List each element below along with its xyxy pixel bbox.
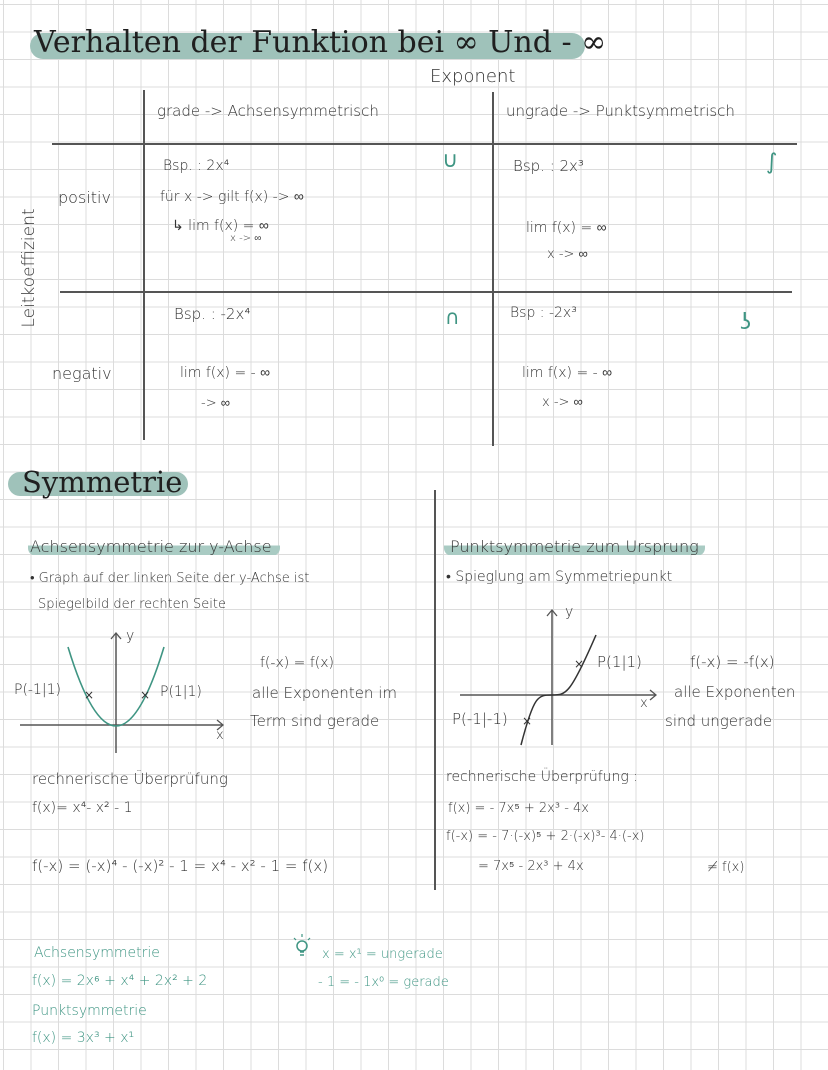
point-check-title: rechnerische Überprüfung :	[446, 769, 638, 785]
point-check-calc1: f(-x) = - 7·(-x)⁵ + 2·(-x)³- 4·(-x)	[446, 829, 645, 844]
note-point-label: Punktsymmetrie	[32, 1003, 147, 1019]
axis-point-right: P(1|1)	[160, 684, 202, 700]
tip-line2: - 1 = - 1x⁰ = gerade	[318, 975, 449, 990]
pos-even-limit: ↳ lim f(x) = ∞	[172, 218, 269, 234]
point-note-line2: sind ungerade	[665, 712, 773, 730]
neg-odd-example: Bsp : -2x³	[510, 305, 577, 321]
pos-odd-limit: lim f(x) = ∞	[526, 220, 607, 236]
axis-note-line1: alle Exponenten im	[252, 684, 397, 702]
point-check-neq: ≠ f(x)	[707, 860, 745, 875]
pos-odd-shape-icon: ∫	[766, 150, 778, 175]
lightbulb-icon	[290, 933, 316, 961]
point-desc: • Spieglung am Symmetriepunkt	[446, 569, 673, 585]
symmetry-title: Symmetrie	[22, 465, 183, 499]
point-rule: f(-x) = -f(x)	[690, 653, 775, 671]
axis-note-line2: Term sind gerade	[250, 712, 380, 730]
axis-desc-line1: • Graph auf der linken Seite der y-Achse ist	[30, 571, 310, 586]
neg-even-limit-sub: -> ∞	[201, 396, 230, 411]
axis-check-calculation: f(-x) = (-x)⁴ - (-x)² - 1 = x⁴ - x² - 1 = f(x)	[32, 857, 329, 875]
tip-line1: x = x¹ = ungerade	[322, 947, 443, 962]
neg-odd-limit-sub: x -> ∞	[542, 395, 583, 410]
axis-check-function: f(x)= x⁴- x² - 1	[32, 800, 133, 816]
point-x-label: x	[640, 696, 648, 711]
point-note-line1: alle Exponenten	[674, 683, 796, 701]
note-axis-example: f(x) = 2x⁶ + x⁴ + 2x² + 2	[32, 973, 208, 989]
neg-even-example: Bsp. : -2x⁴	[174, 305, 251, 323]
exponent-label: Exponent	[430, 66, 516, 87]
svg-text:×: ×	[522, 714, 533, 728]
table-hline-mid	[60, 291, 792, 293]
neg-even-limit: lim f(x) = - ∞	[180, 365, 271, 381]
point-check-calc2: = 7x⁵ - 2x³ + 4x	[478, 859, 584, 874]
svg-text:×: ×	[574, 657, 585, 671]
neg-even-shape-icon: ∩	[445, 305, 460, 329]
pos-even-rule: für x -> gilt f(x) -> ∞	[160, 189, 304, 205]
neg-odd-limit: lim f(x) = - ∞	[522, 365, 613, 381]
point-point-right: P(1|1)	[597, 653, 642, 671]
pos-odd-example: Bsp. : 2x³	[513, 157, 584, 175]
axis-x-label: x	[216, 728, 224, 743]
note-axis-label: Achsensymmetrie	[34, 945, 160, 961]
page-title: Verhalten der Funktion bei ∞ Und - ∞	[34, 25, 607, 60]
column-header-even: grade -> Achsensymmetrisch	[157, 102, 379, 120]
neg-odd-shape-icon: ʖ	[740, 310, 752, 335]
point-check-function: f(x) = - 7x⁵ + 2x³ - 4x	[448, 801, 590, 816]
axis-rule: f(-x) = f(x)	[260, 655, 334, 671]
point-point-left: P(-1|-1)	[452, 710, 508, 728]
symmetry-divider	[434, 490, 436, 890]
pos-even-example: Bsp. : 2x⁴	[163, 158, 230, 174]
point-symmetry-heading: Punktsymmetrie zum Ursprung	[444, 537, 705, 556]
axis-symmetry-heading: Achsensymmetrie zur y-Achse	[28, 537, 280, 556]
svg-text:×: ×	[140, 688, 151, 702]
pos-even-limit-sub: x -> ∞	[230, 233, 262, 244]
svg-text:×: ×	[84, 688, 95, 702]
pos-odd-limit-sub: x -> ∞	[547, 247, 588, 262]
row-label-positive: positiv	[58, 188, 111, 207]
pos-even-shape-icon: ∪	[442, 148, 459, 173]
axis-y-label: y	[126, 628, 135, 644]
axis-desc-line2: Spiegelbild der rechten Seite	[38, 597, 226, 612]
table-vline-mid	[492, 92, 494, 446]
table-hline-top	[52, 143, 797, 145]
point-y-label: y	[565, 604, 574, 620]
row-label-negative: negativ	[52, 364, 112, 383]
axis-point-left: P(-1|1)	[14, 682, 61, 698]
note-point-example: f(x) = 3x³ + x¹	[32, 1030, 135, 1046]
column-header-odd: ungrade -> Punktsymmetrisch	[506, 102, 735, 120]
axis-check-title: rechnerische Überprüfung	[32, 770, 228, 788]
row-axis-label: Leitkoeffizient	[19, 208, 39, 328]
